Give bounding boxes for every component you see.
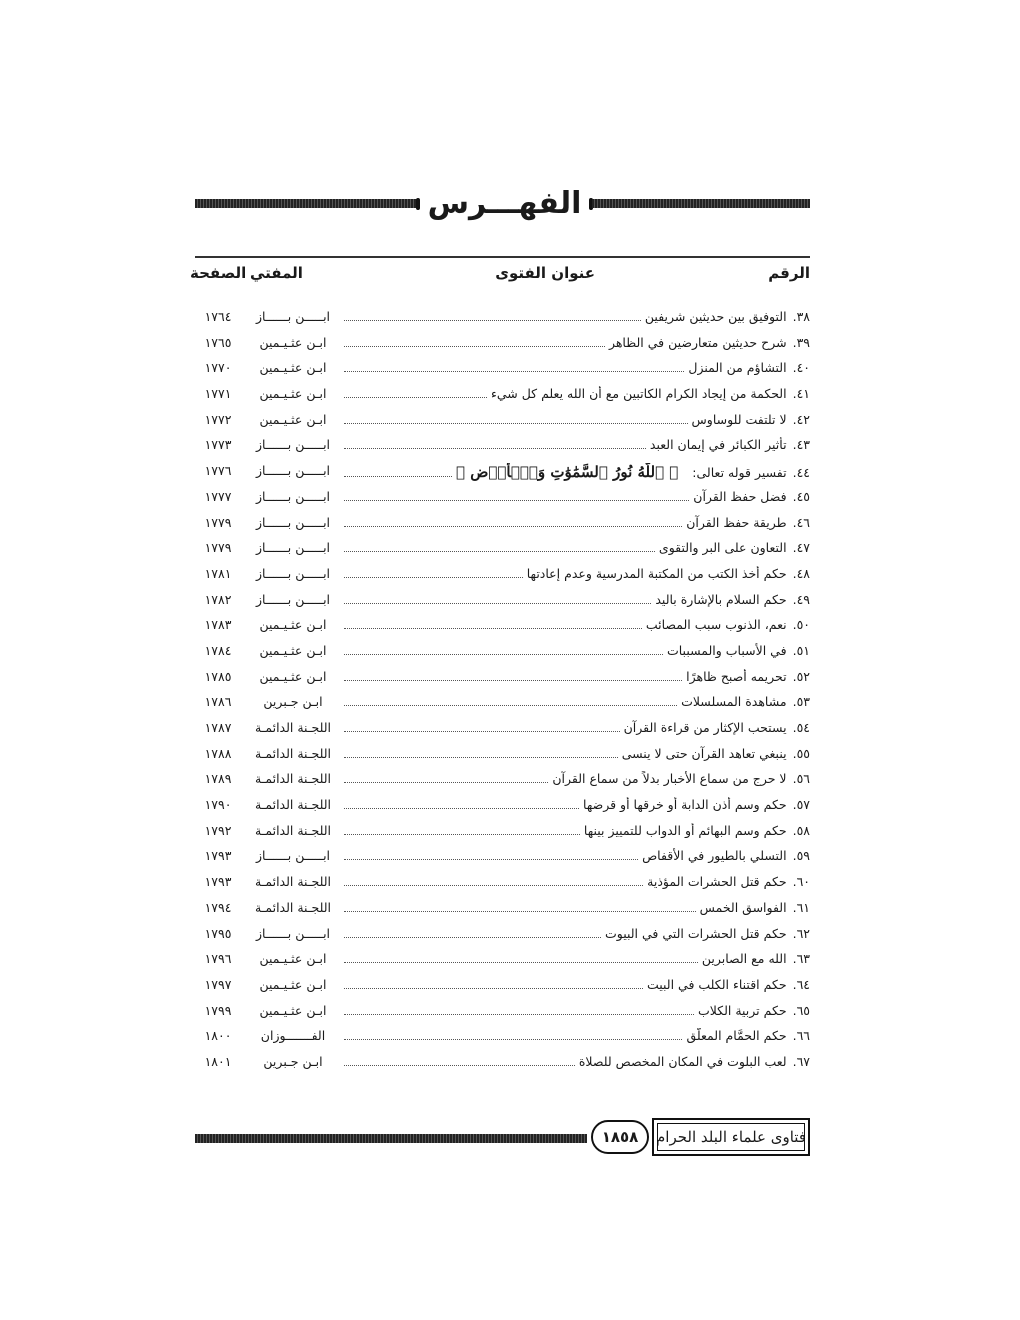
dot-leader <box>344 517 682 527</box>
page-title: الفهـــرس <box>427 186 582 221</box>
entry-mufti: ابـن عثـيـمين <box>259 976 327 992</box>
table-row <box>190 793 810 819</box>
entry-page: ١٧٨٦ <box>204 694 232 710</box>
entry-number: ٤٤. <box>792 465 810 481</box>
dot-leader <box>344 773 548 783</box>
entry-page: ١٧٧٦ <box>204 463 232 479</box>
book-title: فتاوى علماء البلد الحرام <box>652 1118 810 1156</box>
entry-title-cell <box>340 437 810 452</box>
entry-page: ١٨٠٠ <box>204 1028 232 1044</box>
entry-title: التشاؤم من المنزل <box>688 360 787 376</box>
table-row <box>190 690 810 716</box>
entry-mufti: اللجـنة الدائمـة <box>255 745 331 761</box>
entry-number: ٤٦. <box>792 514 810 530</box>
entry-number: ٥٩. <box>792 848 810 864</box>
entry-title-cell <box>340 463 810 481</box>
entry-page: ١٧٨٩ <box>204 771 232 787</box>
entry-title: لا حرج من سماع الأخبار بدلاً من سماع القرآن <box>552 771 787 787</box>
entry-number: ٦٢. <box>792 925 810 941</box>
entry-mufti: ابـــــن بــــــاز <box>255 437 331 453</box>
table-row <box>190 1050 810 1076</box>
entry-mufti: اللجـنة الدائمـة <box>255 874 331 890</box>
column-heading-mufti: المفتي <box>250 264 303 282</box>
entry-mufti: ابـن عثـيـمين <box>259 411 327 427</box>
entry-number: ٦٤. <box>792 976 810 992</box>
entry-page: ١٧٧٩ <box>204 540 232 556</box>
dot-leader <box>344 953 698 963</box>
entry-page: ١٧٦٥ <box>204 334 232 350</box>
entry-title: التعاون على البر والتقوى <box>658 540 787 556</box>
table-row <box>190 742 810 768</box>
entry-title-cell <box>340 617 810 632</box>
table-row <box>190 356 810 382</box>
entry-title: الفواسق الخمس <box>699 899 787 915</box>
table-row <box>190 613 810 639</box>
dot-leader <box>344 722 620 732</box>
page-footer <box>195 1118 810 1156</box>
entry-title-cell <box>340 874 810 889</box>
entry-number: ٦٠. <box>792 874 810 890</box>
entry-page: ١٧٧٢ <box>204 411 232 427</box>
table-row <box>190 536 810 562</box>
column-heading-page: الصفحة <box>190 264 247 282</box>
entry-mufti: ابـن عثـيـمين <box>259 617 327 633</box>
entry-title-cell <box>340 771 810 786</box>
entry-title: تحريمه أصبح ظاهرًا <box>686 668 787 684</box>
dot-leader <box>344 696 677 706</box>
entry-page: ١٧٩٢ <box>204 822 232 838</box>
dot-leader <box>344 825 580 835</box>
entry-title-cell <box>340 386 810 401</box>
table-row <box>190 433 810 459</box>
table-row <box>190 922 810 948</box>
entry-number: ٥٠. <box>792 617 810 633</box>
entry-mufti: ابـــــن بــــــاز <box>255 309 331 324</box>
entry-title: التوفيق بين حديثين شريفين <box>644 309 787 324</box>
table-row <box>190 305 810 331</box>
entry-title: ينبغي تعاهد القرآن حتى لا ينسى <box>621 745 787 761</box>
entry-number: ٤١. <box>792 386 810 402</box>
entry-mufti: ابـــــن بــــــاز <box>255 514 331 530</box>
entry-number: ٦٧. <box>792 1053 810 1069</box>
entry-page: ١٧٦٤ <box>204 309 232 324</box>
entry-number: ٥٦. <box>792 771 810 787</box>
entry-title-cell <box>340 848 810 863</box>
entry-mufti: اللجـنة الدائمـة <box>255 720 331 735</box>
table-row <box>190 459 810 485</box>
entry-number: ٥١. <box>792 642 810 658</box>
table-row <box>190 1024 810 1050</box>
table-row <box>190 665 810 691</box>
entry-mufti: ابـــــن بــــــاز <box>255 848 331 864</box>
entry-title: شرح حديثين متعارضين في الظاهر <box>608 334 787 350</box>
header-bar-left <box>195 199 417 208</box>
entry-title: حكم وسم أذن الدابة أو خرقها أو قرضها <box>583 797 787 813</box>
entry-mufti: ابـــــن بــــــاز <box>255 540 331 556</box>
entry-title: حكم اقتناء الكلب في البيت <box>646 976 787 992</box>
entry-page: ١٧٨٢ <box>204 591 232 607</box>
entry-title-cell <box>340 1054 810 1069</box>
table-row <box>190 485 810 511</box>
entry-page: ١٧٨٨ <box>204 745 232 761</box>
dot-leader <box>344 876 643 886</box>
entry-title-cell <box>340 1028 810 1043</box>
table-row <box>190 947 810 973</box>
entry-number: ٤٨. <box>792 565 810 581</box>
entry-number: ٤٢. <box>792 411 810 427</box>
entry-page: ١٨٠١ <box>204 1053 232 1069</box>
entry-number: ٤٥. <box>792 488 810 504</box>
entry-page: ١٧٩٣ <box>204 874 232 890</box>
entry-number: ٤٧. <box>792 540 810 556</box>
entry-title-cell <box>340 1003 810 1018</box>
dot-leader <box>344 1056 575 1066</box>
dot-leader <box>344 850 638 860</box>
entry-mufti: ابـــــن بــــــاز <box>255 591 331 607</box>
entry-page: ١٧٧٣ <box>204 437 232 453</box>
entry-number: ٤٩. <box>792 591 810 607</box>
entry-number: ٤٠. <box>792 360 810 376</box>
entry-title: الحكمة من إيجاد الكرام الكاتبين مع أن الله يعلم كل شيء <box>490 386 787 402</box>
column-heading-title: عنوان الفتوى <box>495 264 595 282</box>
table-row <box>190 896 810 922</box>
table-row <box>190 870 810 896</box>
entry-mufti: اللجـنة الدائمـة <box>255 899 331 915</box>
entry-title-cell <box>340 489 810 504</box>
entry-mufti: الفـــــــوزان <box>260 1028 326 1044</box>
entry-page: ١٧٨٧ <box>204 720 232 735</box>
entry-title: تأثير الكبائر في إيمان العبد <box>649 437 787 453</box>
entry-number: ٥٢. <box>792 668 810 684</box>
entry-page: ١٧٨٣ <box>204 617 232 633</box>
entry-title-cell <box>340 515 810 530</box>
dot-leader <box>344 928 601 938</box>
entry-title-cell <box>340 746 810 761</box>
entry-number: ٥٣. <box>792 694 810 710</box>
entry-page: ١٧٧١ <box>204 386 232 402</box>
table-row <box>190 382 810 408</box>
entry-title-cell <box>340 566 810 581</box>
entry-title: ﴿ ٱللَّهُ نُورُ ٱلسَّمَٰوَٰتِ وَٱلۡأَرۡضِ ﴾ <box>455 463 679 482</box>
dot-leader <box>344 1030 682 1040</box>
entry-number: ٣٩. <box>792 334 810 350</box>
dot-leader <box>344 594 651 604</box>
dot-leader <box>344 491 689 501</box>
header-divider <box>195 256 810 258</box>
entry-number: ٦١. <box>792 899 810 915</box>
dot-leader <box>344 671 682 681</box>
entry-title: حكم وسم البهائم أو الدواب للتمييز بينها <box>583 822 787 838</box>
entry-mufti: ابـن عثـيـمين <box>259 642 327 658</box>
table-row <box>190 639 810 665</box>
entry-mufti: ابـــــن بــــــاز <box>255 925 331 941</box>
entry-title: نعم، الذنوب سبب المصائب <box>645 617 787 633</box>
entry-title: يستحب الإكثار من قراءة القرآن <box>623 720 787 735</box>
entry-page: ١٧٩٤ <box>204 899 232 915</box>
table-row <box>190 562 810 588</box>
table-row <box>190 588 810 614</box>
entry-title-cell <box>340 823 810 838</box>
entry-mufti: ابـــــن بــــــاز <box>255 488 331 504</box>
entry-page: ١٧٩٦ <box>204 951 232 967</box>
dot-leader <box>344 619 642 629</box>
entry-title-cell <box>340 360 810 375</box>
entry-page: ١٧٨١ <box>204 565 232 581</box>
entry-mufti: ابـن عثـيـمين <box>259 951 327 967</box>
entry-title: فضل حفظ القرآن <box>693 488 787 504</box>
column-heading-number: الرقم <box>768 264 810 282</box>
dot-leader <box>344 439 646 449</box>
table-row <box>190 999 810 1025</box>
entry-number: ٥٤. <box>792 720 810 735</box>
entry-mufti: ابـن عثـيـمين <box>259 386 327 402</box>
entry-number: ٥٥. <box>792 745 810 761</box>
entry-title-cell <box>340 412 810 427</box>
entry-title-cell <box>340 720 810 735</box>
entry-title-cell <box>340 951 810 966</box>
entry-title-cell <box>340 309 810 324</box>
dot-leader <box>344 748 618 758</box>
entry-page: ١٧٩٥ <box>204 925 232 941</box>
entry-number: ٦٥. <box>792 1002 810 1018</box>
entry-title-cell <box>340 669 810 684</box>
footer-bar <box>195 1134 587 1143</box>
entry-mufti: ابـن عثـيـمين <box>259 668 327 684</box>
dot-leader <box>344 388 487 398</box>
entry-title: في الأسباب والمسببات <box>666 642 787 658</box>
entry-mufti: ابـن عثـيـمين <box>259 334 327 350</box>
entry-title: حكم قتل الحشرات المؤذية <box>647 874 787 890</box>
table-row <box>190 819 810 845</box>
dot-leader <box>344 568 523 578</box>
entry-title-prefix: تفسير قوله تعالى: <box>692 465 787 481</box>
dot-leader <box>344 311 641 321</box>
header-bar-right <box>592 199 810 208</box>
entry-mufti: اللجـنة الدائمـة <box>255 771 331 787</box>
table-row <box>190 716 810 742</box>
header-title-group <box>417 186 592 222</box>
entry-mufti: ابـن عثـيـمين <box>259 360 327 376</box>
dot-leader <box>344 1005 694 1015</box>
table-row <box>190 973 810 999</box>
entry-page: ١٧٩٠ <box>204 797 232 813</box>
entry-page: ١٧٧٧ <box>204 488 232 504</box>
entry-title: لا تلتفت للوساوس <box>691 411 787 427</box>
entry-title-cell <box>340 977 810 992</box>
dot-leader <box>344 902 696 912</box>
table-row <box>190 331 810 357</box>
entry-page: ١٧٩٩ <box>204 1002 232 1018</box>
entry-title: حكم الحمَّام المعلَّق <box>686 1028 787 1044</box>
entry-title: التسلي بالطيور في الأقفاص <box>642 848 787 864</box>
entry-page: ١٧٧٩ <box>204 514 232 530</box>
column-headings <box>190 264 810 290</box>
table-row <box>190 408 810 434</box>
index-table <box>190 305 810 1076</box>
table-row <box>190 511 810 537</box>
entry-number: ٥٧. <box>792 797 810 813</box>
entry-title-cell <box>340 694 810 709</box>
dot-leader <box>344 337 605 347</box>
entry-title: لعب البلوت في المكان المخصص للصلاة <box>578 1053 787 1069</box>
entry-mufti: اللجـنة الدائمـة <box>255 797 331 813</box>
dot-leader <box>344 799 579 809</box>
entry-title: حكم تربية الكلاب <box>697 1002 787 1018</box>
entry-title: حكم قتل الحشرات التي في البيوت <box>604 925 787 941</box>
entry-mufti: ابـن جـبرين <box>263 694 323 710</box>
entry-title-cell <box>340 926 810 941</box>
entry-title: حكم أخذ الكتب من المكتبة المدرسية وعدم إعادتها <box>526 565 787 581</box>
page-header <box>195 186 810 222</box>
dot-leader <box>344 542 655 552</box>
entry-title-cell <box>340 540 810 555</box>
entry-title-cell <box>340 335 810 350</box>
entry-number: ٦٦. <box>792 1028 810 1044</box>
entry-mufti: ابـن عثـيـمين <box>259 1002 327 1018</box>
entry-title: الله مع الصابرين <box>701 951 787 967</box>
entry-number: ٣٨. <box>792 309 810 324</box>
entry-mufti: ابـن جـبرين <box>263 1053 323 1069</box>
entry-title: حكم السلام بالإشارة باليد <box>655 591 787 607</box>
entry-mufti: ابـــــن بــــــاز <box>255 463 331 479</box>
table-row <box>190 844 810 870</box>
entry-title-cell <box>340 643 810 658</box>
dot-leader <box>344 362 684 372</box>
page-number: ١٨٥٨ <box>591 1120 649 1154</box>
entry-page: ١٧٩٣ <box>204 848 232 864</box>
entry-title: طريقة حفظ القرآن <box>686 514 787 530</box>
entry-mufti: اللجـنة الدائمـة <box>255 822 331 838</box>
entry-title-cell <box>340 592 810 607</box>
entry-title-cell <box>340 900 810 915</box>
square-ornament-icon <box>416 198 420 210</box>
dot-leader <box>344 979 643 989</box>
entry-page: ١٧٧٠ <box>204 360 232 376</box>
table-row <box>190 767 810 793</box>
entry-number: ٦٣. <box>792 951 810 967</box>
entry-page: ١٧٩٧ <box>204 976 232 992</box>
entry-number: ٤٣. <box>792 437 810 453</box>
dot-leader <box>344 414 688 424</box>
entry-title: مشاهدة المسلسلات <box>681 694 787 710</box>
dot-leader <box>344 645 663 655</box>
entry-page: ١٧٨٤ <box>204 642 232 658</box>
entry-title-cell <box>340 797 810 812</box>
entry-number: ٥٨. <box>792 822 810 838</box>
entry-mufti: ابـــــن بــــــاز <box>255 565 331 581</box>
dot-leader <box>344 467 452 477</box>
entry-page: ١٧٨٥ <box>204 668 232 684</box>
